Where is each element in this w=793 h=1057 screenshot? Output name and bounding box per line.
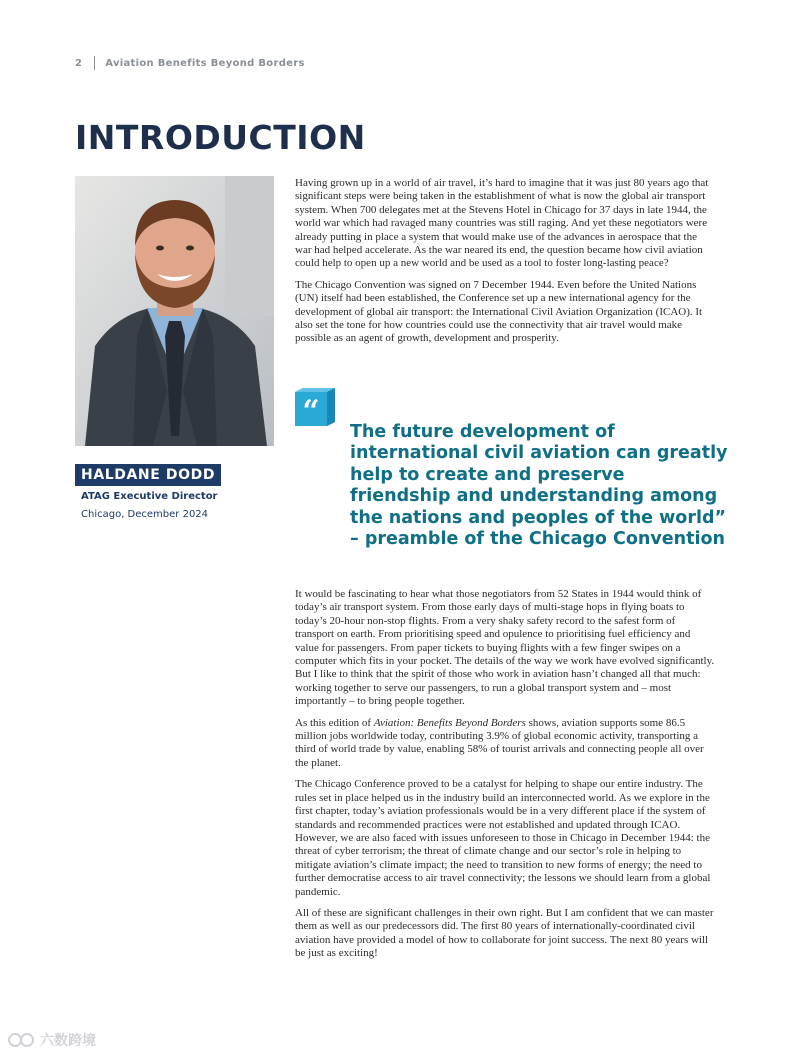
watermark [8,1030,96,1050]
body-paragraph: The Chicago Conference proved to be a catalyst for helping to shape our entire industry. The rules set in place helped us in the industry build an interconnected world. As we explore in the first chapter, today’s aviation professionals would be in a very different place if the system of standards and recommended practices were not established and updated through ICAO. However, we are also faced with issues unforeseen to those in Chicago in December 1944: the threat of cyber terrorism; the threat of climate change and our sector’s role in helping to mitigate aviation’s climate impact; the need to transition to new forms of energy; the need to further democratise access to air travel connectivity; the lessons we should learn from a global pandemic. [295,778,711,898]
intro-paragraph: The Chicago Convention was signed on 7 December 1944. Even before the United Nations (UN) itself had been established, the Conference set up a new international agency for the development of global air transport: the International Civil Aviation Organization (ICAO). It also set the tone for how countries could use the connectivity that air travel would make possible as an agent of growth, development and prosperity. [295,278,703,345]
author-place-date: Chicago, December 2024 [81,509,209,520]
body-text: shows, aviation supports some 86.5 million jobs worldwide today, contributing 3.9% of global economic activity, transporting a third of world trade by value, enabling 58% of tourist arrivals and connecting people all over the planet. [295,716,704,769]
body-text: As this edition of [295,716,374,729]
watermark-text: 六数跨境 [40,1033,96,1049]
body-paragraph: It would be fascinating to hear what those negotiators from 52 States in 1944 would think of today’s air transport system. From those early days of multi-stage hops in flying boats to today’s 20-hour non-stop flights. From a very shaky safety record to the safest form of transport on earth. From prioritising speed and opulence to prioritising fuel efficiency and value for passengers. From paper tickets to buying flights with a few finger swipes on a computer which fits in your pocket. The details of the way we work have evolved significantly. But I like to think that the spirit of those who work in aviation hasn’t changed all that much: working together to serve our passengers, to run a global transport system and – most importantly – to bring people together. [295,588,715,708]
report-title: Aviation Benefits Beyond Borders [105,57,305,69]
portrait-photo [75,176,274,446]
running-head [75,55,305,71]
header-divider [94,56,95,70]
author-role: ATAG Executive Director [81,491,218,502]
publication-title: Aviation: Benefits Beyond Borders [373,716,526,729]
author-name-badge: HALDANE DODD [75,464,221,486]
body-paragraph: All of these are significant challenges in their own right. But I am confident that we can master them as well as our predecessors did. The first 80 years of internationally-coordinated civil aviation have provided a model of how to collaborate for joint success. The next 80 years will be just as exciting! [295,906,714,960]
pull-quote: The future development of international civil aviation can greatly help to create and preserve friendship and understanding among the nations and peoples of the world” – preamble of the Chicago Convention [350,422,728,550]
intro-paragraph: Having grown up in a world of air travel, it’s hard to imagine that it was just 80 years ago that significant steps were being taken in the establishment of what is now the global air transport system. When 700 delegates met at the Stevens Hotel in Chicago for 37 days in late 1944, the world war which had ravaged many countries was still raging. And yet these negotiators were already putting in place a system that would make use of the advances in aerospace that the war had helped accelerate. As the war neared its end, the question became how civil aviation could help to open up a new world and be used as a tool to foster long-lasting peace? [295,177,709,270]
quote-icon [295,388,335,426]
svg-text:“: “ [302,394,320,426]
body-text-column [295,588,715,969]
body-paragraph [295,717,715,771]
page-title: INTRODUCTION [75,118,366,157]
page-number: 2 [75,57,83,69]
intro-text-column [295,177,715,354]
portrait-illustration [75,176,274,446]
watermark-logo-icon [8,1032,36,1048]
